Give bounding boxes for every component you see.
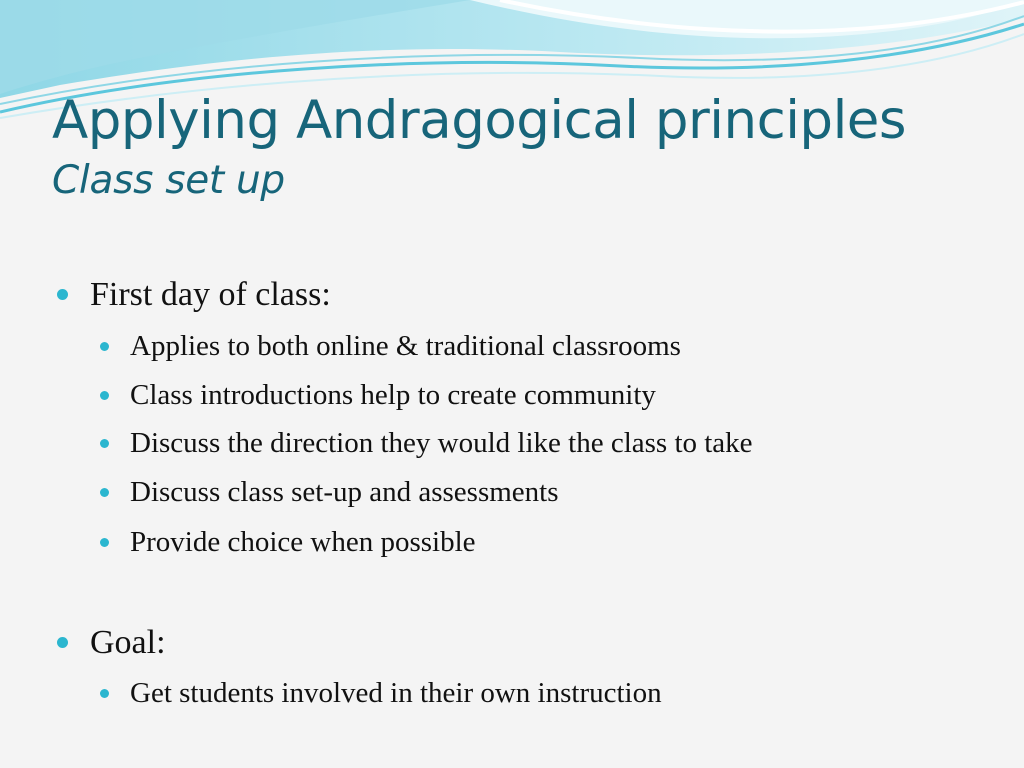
- section-heading-first-day: [90, 276, 331, 314]
- section-heading-goal: [90, 624, 166, 662]
- bullet-icon: [100, 391, 109, 400]
- list-item-label: Discuss class set-up and assessments: [130, 476, 559, 508]
- list-item: [130, 427, 753, 460]
- list-item: [130, 526, 476, 559]
- section-heading-label: First day of class:: [90, 276, 331, 313]
- list-item-label: Applies to both online & traditional classrooms: [130, 330, 681, 362]
- list-item-label: Discuss the direction they would like the class to take: [130, 427, 753, 459]
- bullet-icon: [100, 342, 109, 351]
- bullet-icon: [100, 689, 109, 698]
- list-item: [130, 677, 662, 710]
- list-item: [130, 330, 681, 363]
- list-item-label: Class introductions help to create community: [130, 379, 656, 411]
- slide-title: Applying Andragogical principles: [52, 90, 907, 151]
- list-item-label: Get students involved in their own instruction: [130, 677, 662, 709]
- list-item: [130, 476, 559, 509]
- bullet-icon: [100, 439, 109, 448]
- bullet-icon: [57, 637, 68, 648]
- bullet-icon: [100, 488, 109, 497]
- bullet-icon: [57, 289, 68, 300]
- slide-subtitle: Class set up: [52, 158, 285, 203]
- bullet-icon: [100, 538, 109, 547]
- list-item: [130, 379, 656, 412]
- section-heading-label: Goal:: [90, 624, 166, 661]
- list-item-label: Provide choice when possible: [130, 526, 476, 558]
